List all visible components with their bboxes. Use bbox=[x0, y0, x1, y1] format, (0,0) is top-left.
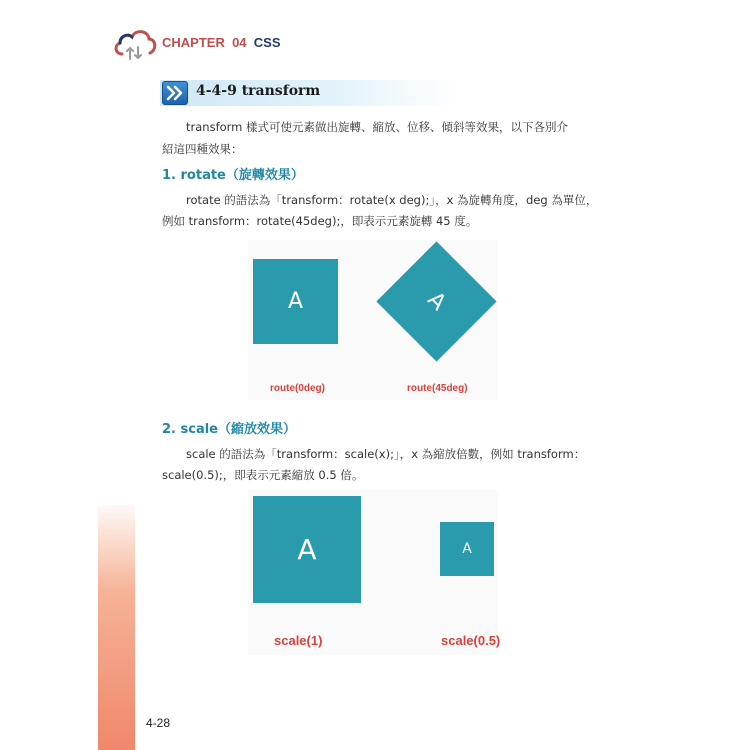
chapter-label: CHAPTER bbox=[162, 35, 225, 50]
scale-05-box bbox=[440, 522, 494, 576]
caption-scale-05: scale(0.5) bbox=[441, 633, 501, 648]
chapter-title bbox=[162, 35, 281, 50]
chapter-number: 04 bbox=[232, 35, 247, 50]
rotate-0deg-box bbox=[253, 259, 338, 344]
scale-text-line-2: scale(0.5);，即表示元素縮放 0.5 倍。 bbox=[162, 468, 364, 482]
rotate-text-line-1: rotate 的語法為「transform：rotate(x deg);」，x 為旋轉角度，deg 為單位， bbox=[186, 193, 598, 207]
section-banner bbox=[160, 80, 460, 106]
intro-line-2: 紹這四種效果： bbox=[162, 142, 243, 156]
box-letter: A bbox=[422, 287, 451, 316]
box-letter: A bbox=[462, 541, 472, 557]
box-letter: A bbox=[297, 533, 317, 566]
caption-rotate-45: route(45deg) bbox=[407, 383, 468, 394]
intro-line-1: transform 樣式可使元素做出旋轉、縮放、位移、傾斜等效果，以下各別介 bbox=[186, 120, 569, 134]
scale-heading: 2. scale（縮放效果） bbox=[162, 422, 296, 437]
caption-rotate-0: route(0deg) bbox=[270, 383, 325, 394]
caption-scale-1: scale(1) bbox=[274, 633, 323, 648]
chapter-topic: CSS bbox=[253, 35, 281, 50]
scale-1-box bbox=[253, 496, 361, 603]
rotate-text-line-2: 例如 transform：rotate(45deg);，即表示元素旋轉 45 度。 bbox=[162, 214, 478, 228]
cloud-sync-icon bbox=[112, 26, 158, 62]
section-title: 4-4-9 transform bbox=[196, 83, 321, 99]
box-letter: A bbox=[287, 289, 304, 314]
rotate-heading: 1. rotate（旋轉效果） bbox=[162, 168, 304, 183]
side-gradient-strip bbox=[98, 505, 135, 750]
scale-text-line-1: scale 的語法為「transform：scale(x);」，x 為縮放倍數，例如 transform： bbox=[186, 447, 586, 461]
page-number: 4-28 bbox=[146, 716, 171, 730]
double-chevron-right-icon bbox=[162, 81, 188, 105]
